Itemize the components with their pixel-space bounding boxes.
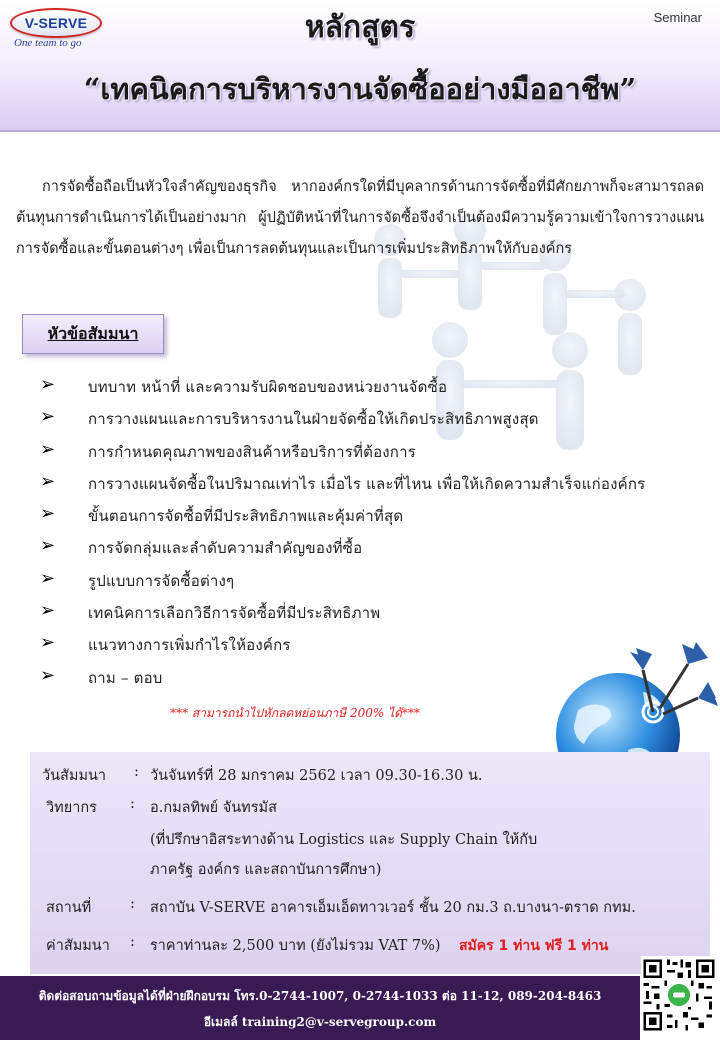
topic-text: รูปแบบการจัดซื้อต่างๆ [88, 571, 235, 590]
topic-text: บทบาท หน้าที่ และความรับผิดชอบของหน่วยงานจัดซื้อ [88, 378, 448, 396]
venue-colon: : [130, 896, 135, 912]
contact-email: อีเมลล์ training2@v-servegroup.com [203, 1015, 437, 1029]
arrow-bullet-icon: ➢ [40, 406, 56, 428]
seminar-details-panel [30, 752, 710, 974]
date-label: วันสัมมนา [42, 768, 107, 784]
fee-colon: : [130, 934, 135, 950]
arrow-bullet-icon: ➢ [40, 535, 56, 557]
topic-text: การวางแผนจัดซื้อในปริมาณเท่าไร เมื่อไร และที่ไหน เพื่อให้เกิดความสำเร็จแก่องค์กร [88, 474, 646, 493]
topic-item [40, 501, 720, 533]
speaker-desc-line1: (ที่ปรึกษาอิสระทางด้าน Logistics และ Supply Chain ให้กับ [150, 832, 538, 848]
seminar-badge: Seminar [653, 10, 702, 25]
speaker-label: วิทยากร [46, 800, 97, 816]
contact-footer [0, 976, 640, 1040]
course-label: หลักสูตร [304, 10, 416, 45]
intro-paragraph: การจัดซื้อถือเป็นหัวใจลำคัญของธุรกิจ หากองค์กรใดที่มีบุคลากรด้านการจัดซื้อที่มีศักยภาพก็จะสามารถลดต้นทุนการดำเนินการได้เป็นอย่างมาก ผู้ปฏิบัติหน้าที่ในการจัดซื้อจึงจำเป็นต้องมีความรู้ความเข้าใจการวางแผนการจัดซื้อและขั้นตอนต่างๆ เพื่อเป็นการลดต้นทุนและเป็นการเพิ่มประสิทธิภาพให้กับองค์กร [16, 179, 704, 257]
logo-tagline: One team to go [14, 37, 82, 49]
arrow-bullet-icon: ➢ [40, 374, 56, 395]
arrow-bullet-icon: ➢ [40, 664, 56, 686]
topic-item [40, 469, 720, 501]
logo-text: V-SERVE [24, 15, 88, 31]
topic-item [40, 566, 720, 598]
venue-label: สถานที่ [46, 900, 92, 916]
topic-text: ขั้นตอนการจัดซื้อที่มีประสิทธิภาพและคุ้มค่าที่สุด [88, 507, 404, 526]
arrow-bullet-icon: ➢ [40, 470, 56, 492]
topic-text: การจัดกลุ่มและลำดับความสำคัญของที่ซื้อ [88, 539, 363, 558]
speaker-name: อ.กมลทิพย์ จันทรมัส [150, 800, 277, 816]
topic-item [40, 404, 720, 436]
line-qr-code[interactable] [641, 956, 717, 1034]
arrow-bullet-icon: ➢ [40, 567, 56, 589]
arrow-bullet-icon: ➢ [40, 600, 56, 622]
arrow-bullet-icon: ➢ [40, 438, 56, 460]
topic-text: การวางแผนและการบริหารงานในฝ่ายจัดซื้อให้เกิดประสิทธิภาพสูงสุด [88, 410, 539, 429]
venue-value: สถาบัน V-SERVE อาคารเอ็มเอ็ดทาวเวอร์ ชั้น 20 กม.3 ถ.บางนา-ตราด กทม. [150, 900, 636, 916]
topic-item [40, 533, 720, 565]
course-title: “เทคนิคการบริหารงานจัดซื้ออย่างมืออาชีพ” [83, 72, 637, 106]
topic-item [40, 372, 720, 404]
fee-value: ราคาท่านละ 2,500 บาท (ยังไม่รวม VAT 7%) [150, 938, 441, 954]
arrow-bullet-icon: ➢ [40, 632, 56, 654]
topic-text: ถาม – ตอบ [88, 668, 163, 687]
fee-promo: สมัคร 1 ท่าน ฟรี 1 ท่าน [459, 938, 609, 954]
topic-text: การกำหนดคุณภาพของสินค้าหรือบริการที่ต้องการ [88, 442, 416, 461]
tax-deduction-note: *** สามารถนำไปหักลดหย่อนภาษี 200% ได้*** [170, 706, 420, 720]
topics-heading: หัวข้อสัมมนา [47, 323, 139, 343]
date-value: วันจันทร์ที่ 28 มกราคม 2562 เวลา 09.30-16.30 น. [150, 768, 483, 784]
topic-item [40, 437, 720, 469]
topic-item [40, 598, 720, 630]
date-colon: : [134, 764, 139, 780]
topic-text: แนวทางการเพิ่มกำไรให้องค์กร [88, 636, 291, 655]
contact-phone: ติดต่อสอบถามข้อมูลได้ที่ฝ่ายฝึกอบรม โทร.0-2744-1007, 0-2744-1033 ต่อ 11-12, 089-204-8463 [38, 989, 602, 1003]
arrow-bullet-icon: ➢ [40, 503, 56, 525]
topics-heading-box [22, 314, 164, 354]
fee-label: ค่าสัมมนา [46, 938, 110, 954]
speaker-colon: : [130, 796, 135, 812]
header-banner [0, 0, 720, 132]
topic-text: เทคนิคการเลือกวิธีการจัดซื้อที่มีประสิทธิภาพ [88, 604, 381, 623]
speaker-desc-line2: ภาครัฐ องค์กร และสถาบันการศึกษา) [150, 862, 382, 878]
